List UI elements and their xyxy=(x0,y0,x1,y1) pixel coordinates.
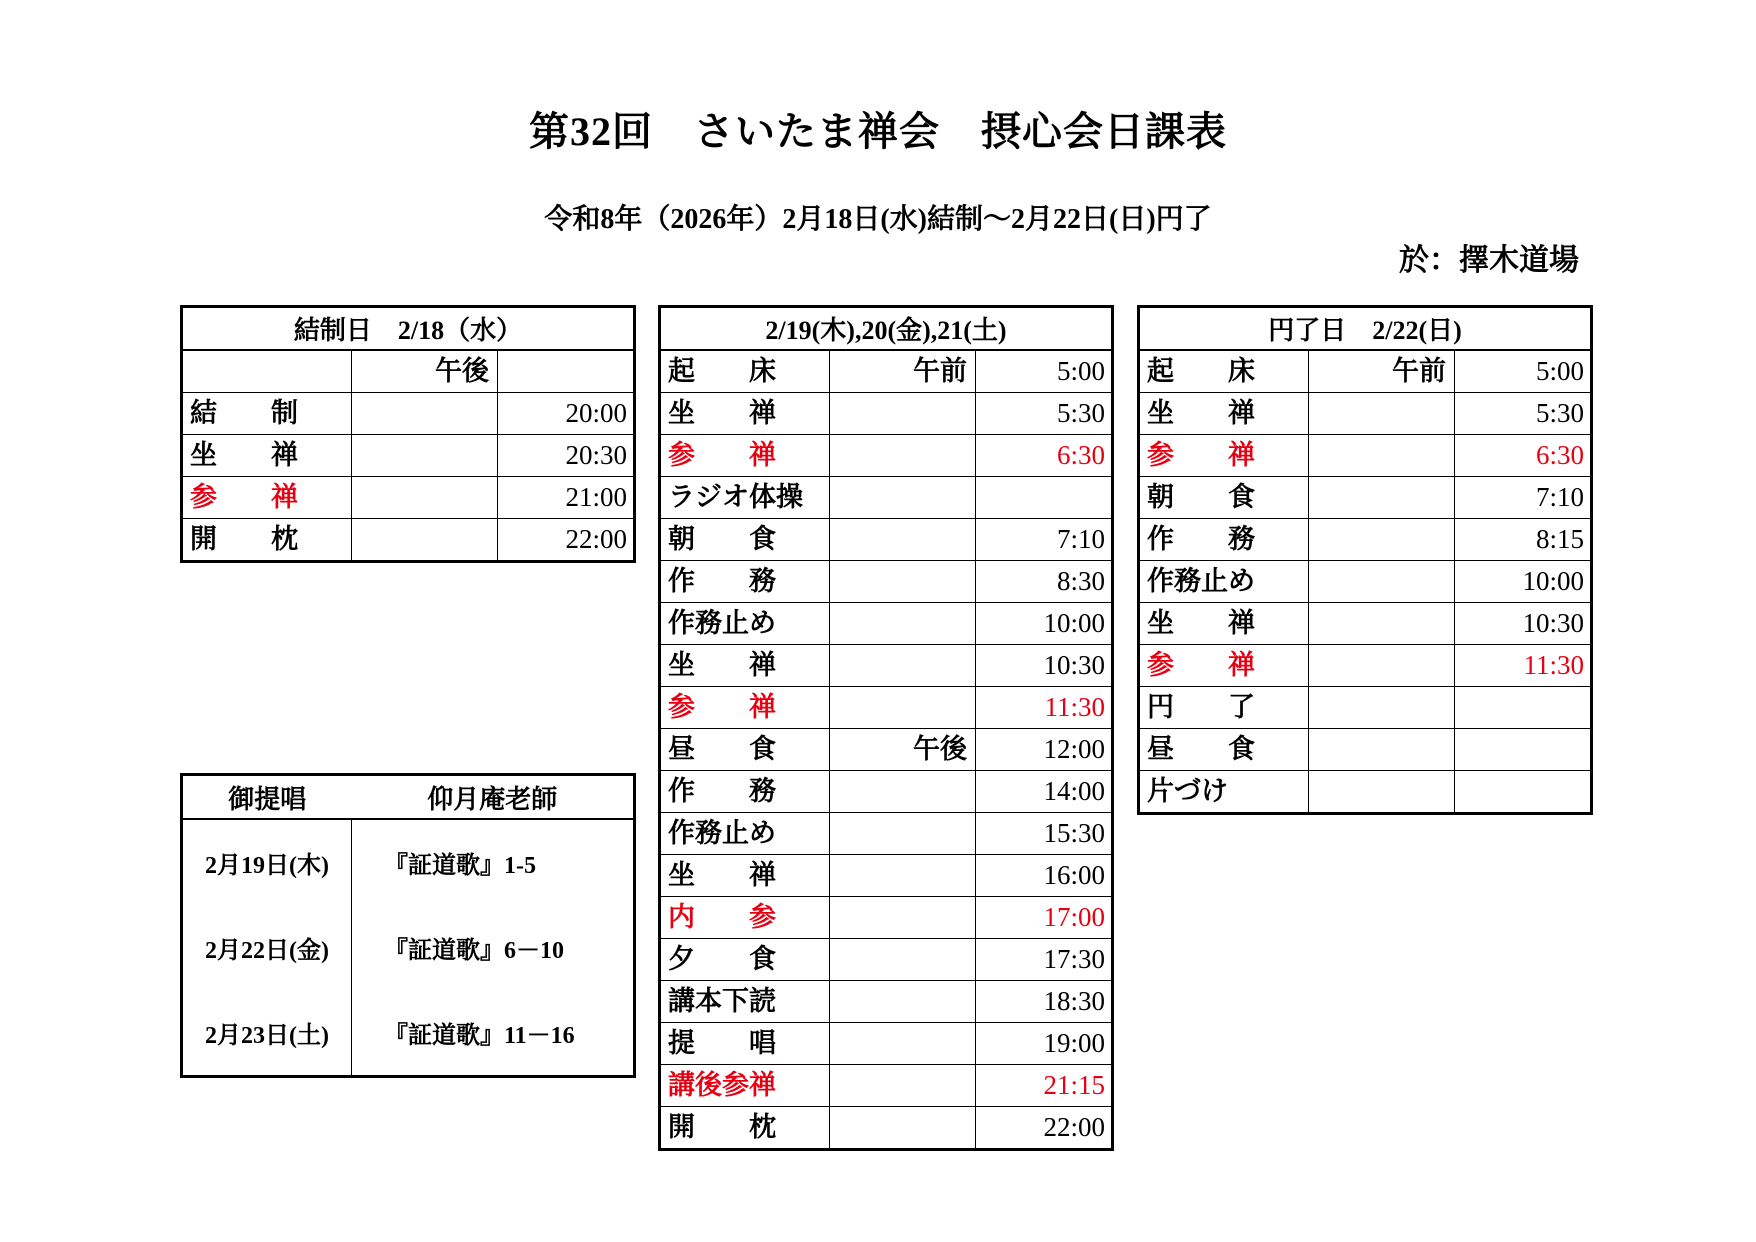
activity-cell: 起 床 xyxy=(1139,350,1309,393)
activity-cell: 講本下読 xyxy=(660,981,830,1023)
time-cell: 6:30 xyxy=(1455,435,1592,477)
period-cell xyxy=(830,645,976,687)
schedule-row xyxy=(660,350,1113,393)
period-cell xyxy=(1309,645,1455,687)
period-cell xyxy=(830,435,976,477)
activity-cell: 昼 食 xyxy=(1139,729,1309,771)
time-cell: 10:00 xyxy=(1455,561,1592,603)
period-cell xyxy=(830,687,976,729)
activity-cell: 坐 禅 xyxy=(660,393,830,435)
schedule-row xyxy=(660,645,1113,687)
activity-cell: 円 了 xyxy=(1139,687,1309,729)
teisho-row xyxy=(182,905,635,990)
activity-cell: 作 務 xyxy=(660,771,830,813)
time-cell: 22:00 xyxy=(976,1107,1113,1150)
schedule-row xyxy=(1139,645,1592,687)
schedule-table-closing-day xyxy=(1137,305,1593,815)
schedule-row xyxy=(660,1107,1113,1150)
schedule-header-row xyxy=(182,307,635,351)
period-cell xyxy=(830,981,976,1023)
period-cell xyxy=(830,393,976,435)
period-cell xyxy=(830,939,976,981)
period-cell xyxy=(1309,687,1455,729)
schedule-row xyxy=(1139,687,1592,729)
schedule-row xyxy=(660,1065,1113,1107)
schedule-row xyxy=(660,477,1113,519)
schedule-row xyxy=(660,855,1113,897)
activity-cell xyxy=(182,350,352,393)
schedule-header-row xyxy=(660,307,1113,351)
schedule-row xyxy=(1139,393,1592,435)
time-cell: 17:00 xyxy=(976,897,1113,939)
activity-cell: 作務止め xyxy=(660,603,830,645)
activity-cell: 開 枕 xyxy=(182,519,352,562)
period-cell xyxy=(1309,603,1455,645)
activity-cell: 坐 禅 xyxy=(1139,603,1309,645)
activity-cell: 講後参禅 xyxy=(660,1065,830,1107)
period-cell xyxy=(1309,435,1455,477)
schedule-row xyxy=(660,981,1113,1023)
schedule-row xyxy=(660,771,1113,813)
schedule-row xyxy=(660,1023,1113,1065)
activity-cell: 参 禅 xyxy=(182,477,352,519)
teisho-table xyxy=(180,773,636,1078)
time-cell: 8:30 xyxy=(976,561,1113,603)
schedule-row xyxy=(182,393,635,435)
schedule-row xyxy=(660,939,1113,981)
schedule-row xyxy=(182,519,635,562)
schedule-row xyxy=(1139,771,1592,814)
period-cell xyxy=(830,813,976,855)
time-cell xyxy=(1455,771,1592,814)
teisho-header-teacher: 仰月庵老師 xyxy=(352,775,635,820)
time-cell: 21:15 xyxy=(976,1065,1113,1107)
period-cell: 午後 xyxy=(830,729,976,771)
schedule-row xyxy=(660,729,1113,771)
schedule-rows xyxy=(1139,350,1592,814)
time-cell: 5:30 xyxy=(976,393,1113,435)
time-cell: 11:30 xyxy=(976,687,1113,729)
period-cell xyxy=(830,897,976,939)
schedule-row xyxy=(1139,350,1592,393)
time-cell: 8:15 xyxy=(1455,519,1592,561)
period-cell xyxy=(830,855,976,897)
schedule-row xyxy=(660,687,1113,729)
period-cell xyxy=(830,1107,976,1150)
period-cell: 午前 xyxy=(830,350,976,393)
teisho-text: 『証道歌』1-5 xyxy=(352,819,635,905)
activity-cell: 作務止め xyxy=(660,813,830,855)
schedule-row xyxy=(660,519,1113,561)
schedule-row xyxy=(182,477,635,519)
schedule-row xyxy=(1139,519,1592,561)
time-cell: 5:30 xyxy=(1455,393,1592,435)
schedule-header-row xyxy=(1139,307,1592,351)
schedule-header: 円了日 2/22(日) xyxy=(1139,307,1592,351)
teisho-row xyxy=(182,819,635,905)
activity-cell: 片づけ xyxy=(1139,771,1309,814)
activity-cell: 坐 禅 xyxy=(660,645,830,687)
time-cell: 7:10 xyxy=(1455,477,1592,519)
time-cell: 5:00 xyxy=(1455,350,1592,393)
activity-cell: 坐 禅 xyxy=(660,855,830,897)
period-cell xyxy=(352,519,498,562)
schedule-row xyxy=(1139,435,1592,477)
activity-cell: 朝 食 xyxy=(660,519,830,561)
time-cell: 18:30 xyxy=(976,981,1113,1023)
activity-cell: 参 禅 xyxy=(660,687,830,729)
period-cell xyxy=(830,1023,976,1065)
period-cell xyxy=(1309,519,1455,561)
time-cell: 7:10 xyxy=(976,519,1113,561)
time-cell: 5:00 xyxy=(976,350,1113,393)
period-cell xyxy=(830,771,976,813)
activity-cell: 参 禅 xyxy=(1139,435,1309,477)
activity-cell: 結 制 xyxy=(182,393,352,435)
time-cell: 11:30 xyxy=(1455,645,1592,687)
schedule-row xyxy=(660,435,1113,477)
period-cell xyxy=(830,561,976,603)
teisho-date: 2月23日(土) xyxy=(182,990,352,1077)
period-cell xyxy=(830,1065,976,1107)
schedule-row xyxy=(1139,729,1592,771)
teisho-rows xyxy=(182,819,635,1077)
time-cell xyxy=(1455,729,1592,771)
time-cell: 10:30 xyxy=(1455,603,1592,645)
time-cell xyxy=(498,350,635,393)
time-cell: 10:00 xyxy=(976,603,1113,645)
time-cell: 17:30 xyxy=(976,939,1113,981)
activity-cell: 内 参 xyxy=(660,897,830,939)
time-cell: 22:00 xyxy=(498,519,635,562)
activity-cell: 提 唱 xyxy=(660,1023,830,1065)
schedule-header: 結制日 2/18（水） xyxy=(182,307,635,351)
activity-cell: 昼 食 xyxy=(660,729,830,771)
teisho-date: 2月22日(金) xyxy=(182,905,352,990)
teisho-date: 2月19日(木) xyxy=(182,819,352,905)
teisho-header-label: 御提唱 xyxy=(182,775,352,820)
activity-cell: 開 枕 xyxy=(660,1107,830,1150)
period-cell xyxy=(1309,477,1455,519)
activity-cell: 夕 食 xyxy=(660,939,830,981)
time-cell: 6:30 xyxy=(976,435,1113,477)
time-cell: 14:00 xyxy=(976,771,1113,813)
activity-cell: 坐 禅 xyxy=(182,435,352,477)
period-cell xyxy=(830,519,976,561)
period-cell xyxy=(352,435,498,477)
time-cell xyxy=(976,477,1113,519)
period-cell xyxy=(830,477,976,519)
activity-cell: 作 務 xyxy=(1139,519,1309,561)
schedule-row xyxy=(660,897,1113,939)
activity-cell: ラジオ体操 xyxy=(660,477,830,519)
time-cell: 16:00 xyxy=(976,855,1113,897)
time-cell: 12:00 xyxy=(976,729,1113,771)
schedule-row xyxy=(660,561,1113,603)
schedule-table-middle-days xyxy=(658,305,1114,1151)
time-cell: 20:30 xyxy=(498,435,635,477)
schedule-row xyxy=(1139,603,1592,645)
activity-cell: 参 禅 xyxy=(660,435,830,477)
schedule-row xyxy=(660,813,1113,855)
teisho-row xyxy=(182,990,635,1077)
page-title: 第32回 さいたま禅会 摂心会日課表 xyxy=(529,109,1227,154)
session-dates: 令和8年（2026年）2月18日(水)結制～2月22日(日)円了 xyxy=(544,204,1212,235)
period-cell xyxy=(1309,393,1455,435)
period-cell xyxy=(352,393,498,435)
schedule-rows xyxy=(660,350,1113,1150)
teisho-header-row xyxy=(182,775,635,820)
schedule-row xyxy=(660,393,1113,435)
activity-cell: 朝 食 xyxy=(1139,477,1309,519)
period-cell: 午後 xyxy=(352,350,498,393)
activity-cell: 作務止め xyxy=(1139,561,1309,603)
activity-cell: 参 禅 xyxy=(1139,645,1309,687)
period-cell xyxy=(1309,561,1455,603)
venue: 於：擇木道場 xyxy=(1399,244,1579,277)
time-cell: 21:00 xyxy=(498,477,635,519)
schedule-row xyxy=(1139,477,1592,519)
schedule-rows xyxy=(182,350,635,562)
time-cell: 15:30 xyxy=(976,813,1113,855)
activity-cell: 起 床 xyxy=(660,350,830,393)
schedule-header: 2/19(木),20(金),21(土) xyxy=(660,307,1113,351)
teisho-text: 『証道歌』11－16 xyxy=(352,990,635,1077)
activity-cell: 作 務 xyxy=(660,561,830,603)
period-cell xyxy=(1309,771,1455,814)
teisho-text: 『証道歌』6－10 xyxy=(352,905,635,990)
schedule-table-opening-day xyxy=(180,305,636,563)
schedule-row xyxy=(182,435,635,477)
period-cell: 午前 xyxy=(1309,350,1455,393)
time-cell: 19:00 xyxy=(976,1023,1113,1065)
period-cell xyxy=(352,477,498,519)
period-cell xyxy=(1309,729,1455,771)
schedule-row xyxy=(660,603,1113,645)
time-cell: 10:30 xyxy=(976,645,1113,687)
time-cell: 20:00 xyxy=(498,393,635,435)
schedule-row xyxy=(182,350,635,393)
activity-cell: 坐 禅 xyxy=(1139,393,1309,435)
schedule-row xyxy=(1139,561,1592,603)
time-cell xyxy=(1455,687,1592,729)
period-cell xyxy=(830,603,976,645)
